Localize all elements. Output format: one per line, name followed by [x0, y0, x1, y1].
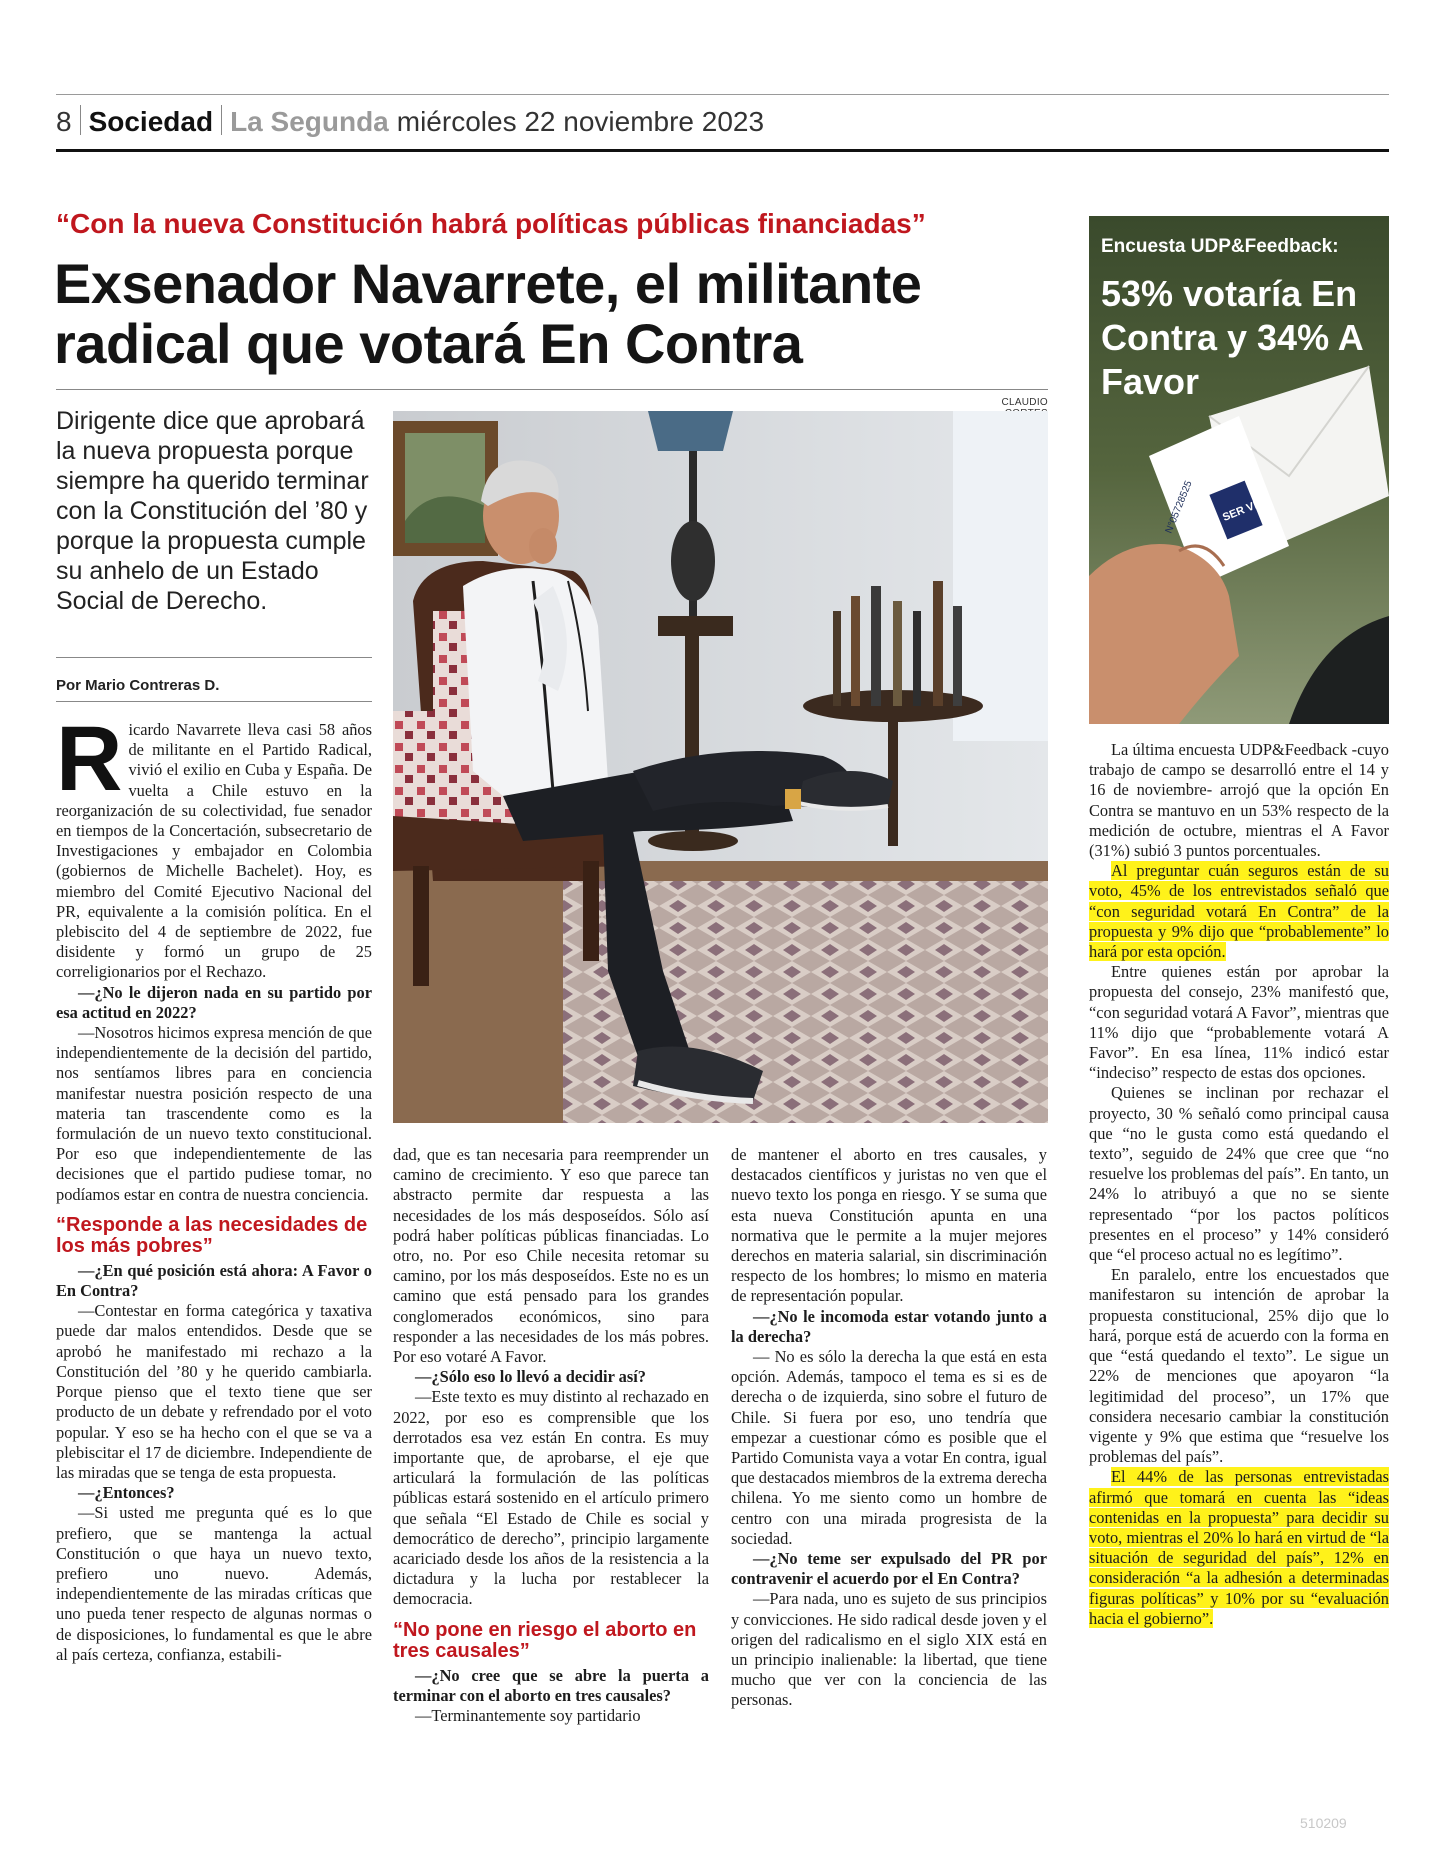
watermark-code: 510209	[1300, 1815, 1347, 1831]
sidebar-paragraph: Entre quienes están por aprobar la propuesta del consejo, 23% manifestó que, “con seguridad votará A Favor”, mientras que 11% dijo que “probablemente votará A Favor”. En esa línea, 11% indicó estar “indeciso” respecto de estas dos opciones.	[1089, 962, 1389, 1083]
answer: —Este texto es muy distinto al rechazado en 2022, por eso es comprensible que los derrotados esa vez están En contra. Es muy importante que, de aprobarse, el eje que articulará la formulación de las políticas públicas estará sostenido en el artículo primero que señala “El Estado de Chile es social y democrático de derecho”, principio largamente acariciado desde los años de la resistencia a la dictadura y la lucha por restablecer la democracia.	[393, 1387, 709, 1609]
byline-rule	[56, 701, 372, 702]
photo-credit: CLAUDIO	[1001, 397, 1048, 408]
sidebar-paragraph: La última encuesta UDP&Feedback -cuyo trabajo de campo se desarrolló entre el 14 y 16 de noviembre- arrojó que la opción En Contra se mantuvo en un 53% respecto de la medición de octubre, mientras el A Favor (31%) subió 3 puntos porcentuales.	[1089, 740, 1389, 861]
article-kicker: “Con la nueva Constitución habrá políticas públicas financiadas”	[56, 208, 926, 239]
answer: —Si usted me pregunta qué es lo que prefiero, que se mantenga la actual Constitución o que haya un nuevo texto, prefiero uno nuevo. Además, independientemente de las miradas críticas que uno pueda tener respecto de algunas normas o de disposiciones, lo fundamental es que le abre al país certeza, confianza, estabili-	[56, 1503, 372, 1664]
question: —¿Sólo eso lo llevó a decidir así?	[415, 1367, 646, 1387]
sidebar-paragraph: Quienes se inclinan por rechazar el proyecto, 30 % señaló como principal causa que “no le gusta como está quedando el texto”, seguido de 24% que cree que “no resuelve los problemas del país”. En tanto, un 24% lo atribuyó a que no se siente representado “por los pactos políticos presentes en el proceso” y 14% consideró que “el proceso actual no es legítimo”.	[1089, 1083, 1389, 1265]
header-divider	[80, 105, 81, 135]
answer: —Para nada, uno es sujeto de sus principios y convicciones. He sido radical desde joven y el origen del radicalismo en el siglo XIX está en un principio inalienable: la libertad, que tiene mucho que ver con la conciencia de las personas.	[731, 1589, 1047, 1710]
lead-paragraph: Ricardo Navarrete lleva casi 58 años de militante en el Partido Radical, vivió el exilio en Cuba y España. De vuelta a Chile estuvo en la reorganización de su colectividad, fue senador en tiempos de la Concertación, subsecretario de Investigaciones y embajador en Colombia (gobiernos de Michelle Bachelet). Hoy, es miembro del Comité Ejecutivo Nacional del PR, equivalente a la comisión política. En el plebiscito del 4 de septiembre de 2022, fue disidente y formó un grupo de 25 correligionarios por el Rechazo.	[56, 720, 372, 982]
sidebar-paragraph-highlighted	[1089, 1467, 1389, 1629]
answer: — No es sólo la derecha la que está en esta opción. Además, tampoco el tema es si es de derecha o de izquierda, sino sobre el futuro de Chile. Si fuera por eso, uno tendría que empezar a cuestionar cómo es posible que el Partido Comunista vaya a votar En contra, igual que destacados miembros de la extrema derecha chilena. Yo me siento como un hombre de centro con una mirada progresista de la sociedad.	[731, 1347, 1047, 1548]
sidebar-paragraph-highlighted	[1089, 861, 1389, 962]
header-divider	[221, 105, 222, 135]
answer-continued: dad, que es tan necesaria para reemprender un camino de crecimiento. Y eso que parece tan abstracto permite dar respuesta a las necesidades de los más desposeídos. Sólo así podrá haber políticas públicas financiadas. Lo otro, no. Por eso Chile necesita retomar su camino, por los más desposeídos. Este no es un camino que está pensado para los grandes conglomerados económicos, sino para responder a las necesidades de los más pobres. Por eso votaré A Favor.	[393, 1145, 709, 1367]
answer-continued: de mantener el aborto en tres causales, y destacados científicos y juristas no ven que el nuevo texto los ponga en riesgo. Y se suma que esta nueva Constitución apunta en una normativa que le permite a la mujer mejores derechos en materia salarial, sin discriminación respecto de los hombres; lo mismo en materia de representación popular.	[731, 1145, 1047, 1306]
sidebar-paragraph: En paralelo, entre los encuestados que manifestaron su intención de aprobar la propuesta constitucional, 25% dijo que lo hará, porque está de acuerdo con la forma en que “está quedando el texto”. Le sigue un 22% de menciones que apoyaron “la legitimidad del proceso”, un 17% que considera necesario cambiar la constitución vigente y 9% que estima que “resuelve los problemas del país”.	[1089, 1265, 1389, 1467]
answer: —Terminantemente soy partidario	[415, 1706, 641, 1726]
article-column-3	[731, 1145, 1047, 1825]
issue-date: miércoles 22 noviembre 2023	[396, 106, 765, 137]
main-photo	[393, 411, 1048, 1123]
sidebar-column	[1089, 740, 1389, 1835]
article-column-2	[393, 1145, 709, 1825]
drop-cap: R	[56, 720, 123, 810]
servel-logo: SER VEL	[1220, 495, 1270, 524]
ballot-number: N°05728525	[1163, 479, 1195, 536]
deck-rule	[56, 657, 372, 658]
answer: —Contestar en forma categórica y taxativa puede dar malos entendidos. Desde que se aprobó he manifestado mi rechazo a la Constitución del ’80 y he querido cambiarla. Porque pienso que el texto tiene que ser producto de un debate y refrendado por el voto popular. Y eso se ha hecho con el que se va a plebiscitar el 17 de diciembre. Independiente de las miradas que se tenga de esta propuesta.	[56, 1301, 372, 1482]
article-deck: Dirigente dice que aprobará la nueva propuesta porque siempre ha querido terminar con la Constitución del ’80 y porque la propuesta cumple su anhelo de un Estado Social de Derecho.	[56, 407, 369, 615]
article-column-1	[56, 720, 372, 1830]
question: —¿No teme ser expulsado del PR por contravenir el acuerdo por el En Contra?	[731, 1549, 1047, 1589]
article-headline: Exsenador Navarrete, el militante radical que votará En Contra	[54, 252, 922, 375]
answer: —Nosotros hicimos expresa mención de que independientemente de la decisión del partido, nos sentíamos libres para en conciencia manifestar nuestra posición respecto de una materia tan trascendente como es la formulación de un nuevo texto constitucional. Por eso que independientemente de las decisiones que el partido pudiese tomar, no podíamos estar en contra de nuestra conciencia.	[56, 1023, 372, 1204]
page-header	[56, 101, 764, 141]
header-bottom-rule	[56, 149, 1389, 152]
question: —¿No le incomoda estar votando junto a la derecha?	[731, 1306, 1047, 1346]
question: —¿No cree que se abre la puerta a terminar con el aborto en tres causales?	[393, 1665, 709, 1705]
byline: Por Mario Contreras D.	[56, 677, 220, 694]
page-number: 8	[56, 106, 72, 137]
sidebar-kicker: Encuesta UDP&Feedback:	[1101, 236, 1339, 257]
headline-rule	[56, 389, 1048, 390]
section-name: Sociedad	[88, 106, 214, 137]
portrait-illustration	[393, 411, 1048, 1123]
subheading: “No pone en riesgo el aborto en tres causales”	[393, 1618, 697, 1662]
highlight: Al preguntar cuán seguros están de su voto, 45% de los entrevistados señaló que “con seguridad votará En Contra” de la propuesta y 9% dijo que “probablemente” lo hará por esta opción.	[1089, 861, 1389, 962]
question: —¿En qué posición está ahora: A Favor o En Contra?	[56, 1260, 372, 1301]
newspaper-name: La Segunda	[230, 106, 389, 137]
question: —¿Entonces?	[78, 1483, 175, 1503]
subheading: “Responde a las necesidades de los más pobres”	[56, 1213, 368, 1257]
question: —¿No le dijeron nada en su partido por esa actitud en 2022?	[56, 982, 372, 1022]
sidebar-title: 53% votaría En Contra y 34% A Favor	[1101, 273, 1363, 402]
header-top-rule	[56, 94, 1389, 95]
highlight: El 44% de las personas entrevistadas afirmó que tomará en cuenta las “ideas contenidas en la propuesta” para decidir su voto, mientras el 20% lo hará en virtud de “la situación de seguridad del país”, 12% en consideración “a la adhesión a determinadas figuras políticas” y 10% por su “evaluación hacia el gobierno”.	[1089, 1467, 1389, 1628]
